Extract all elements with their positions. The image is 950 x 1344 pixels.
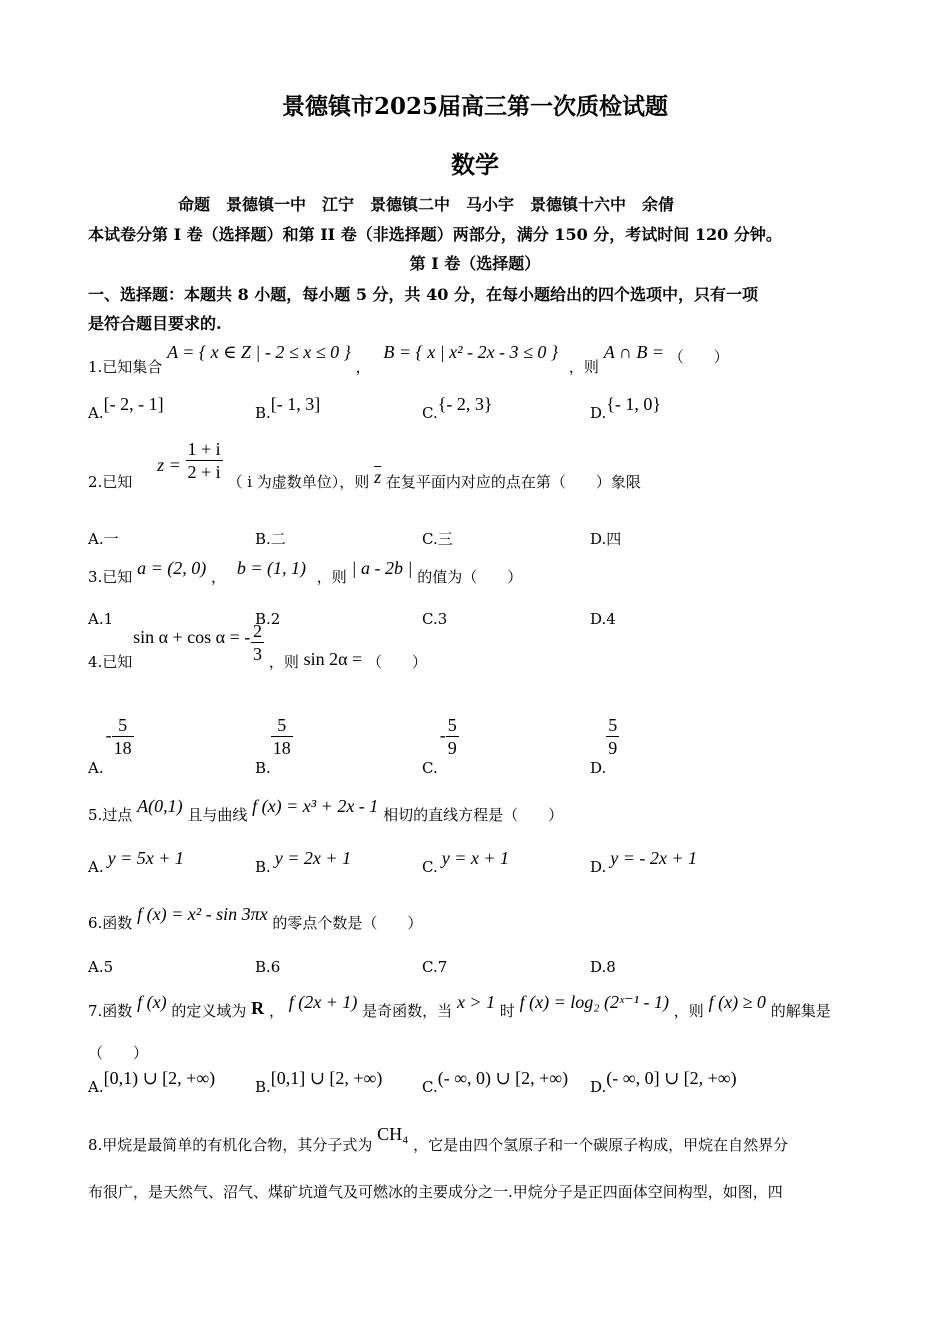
q3-option-d[interactable] [590,610,616,628]
q1-option-c[interactable] [422,394,493,422]
q2-option-a[interactable] [88,528,119,549]
q5-option-d-label: D. [590,858,607,876]
q4-option-d-fraction [606,714,619,759]
q1-post: ，则 [568,358,599,376]
q6-post: 的零点个数是（ ） [272,914,423,932]
q7-text: 7.函数 [88,1002,133,1020]
q2-fraction [186,438,223,483]
q6-option-d-value: 8 [606,958,616,976]
q2-numerator: 1 + i [187,439,221,459]
q2-option-b-value: 二 [270,530,286,548]
q4-option-a-numerator: 5 [112,714,134,737]
q3-option-d-label: D. [590,610,607,628]
q4-option-a-denominator: 18 [113,738,132,758]
q3-mid: ，则 [316,568,347,586]
q5-option-b-label: B. [255,858,271,876]
q3-sep: ， [211,568,227,586]
q1-option-d-value: {- 1, 0} [606,394,662,414]
question-3 [88,558,523,586]
q1-option-d-label: D. [590,404,607,422]
q7-t1: 的定义域为 [171,1002,247,1020]
q6-option-c-label: C. [422,958,438,976]
q4-option-c-numerator: 5 [447,715,457,735]
q4-option-b[interactable] [255,714,293,777]
q4-option-a-label: A. [88,758,104,777]
part1-title: 第 I 卷（选择题） [409,254,541,273]
q4-option-b-numerator: 5 [271,714,293,737]
q4-lhs: sin α + cos α = - [133,626,251,647]
q4-option-b-label: B. [255,758,271,777]
q3-post: 的值为（ ） [417,568,523,586]
q4-option-c-label: C. [422,758,438,777]
q7-option-a[interactable] [88,1068,216,1096]
q5-curve: f (x) = x³ + 2x - 1 [252,796,379,816]
q2-option-b[interactable] [255,528,286,549]
q6-option-b-value: 6 [270,958,281,976]
q5-option-b-value: y = 2x + 1 [274,848,352,868]
q3-option-c-label: C. [422,610,438,628]
q4-text: 4.已知 [88,652,133,671]
q3-option-b-value: 2 [270,610,281,628]
exam-intro: 本试卷分第 I 卷（选择题）和第 II 卷（非选择题）两部分，满分 150 分，考试时间 120 分钟。 [88,225,782,244]
q2-post2: 在复平面内对应的点在第（ ）象限 [385,472,641,491]
q2-post: （ i 为虚数单位），则 [227,472,370,491]
exam-title: 景德镇市2025届高三第一次质检试题 [281,93,668,120]
q4-denominator: 3 [253,644,263,664]
q5-post: 相切的直线方程是（ ） [383,806,564,824]
q5-option-c[interactable] [422,848,509,876]
q7-g: f (2x + 1) [288,992,358,1012]
q3-option-b-label: B. [255,610,271,628]
q7-t4: 时 [499,1002,515,1020]
q4-option-b-fraction [271,714,293,759]
q5-option-b[interactable] [255,848,352,876]
q8-formula: CH₄ [377,1124,409,1144]
q6-option-a-value: 5 [103,958,114,976]
authors-line: 命题 景德镇一中 江宁 景德镇二中 马小宇 景德镇十六中 余倩 [178,195,675,214]
q4-numerator: 2 [253,621,263,641]
q1-sep: ， [355,358,371,376]
q4-mid: ，则 [268,652,299,671]
q1-expr: A ∩ B = [603,342,665,362]
q1-option-b[interactable] [255,394,321,422]
q6-option-d-label: D. [590,958,607,976]
q6-option-d[interactable] [590,958,616,976]
q7-inequality: f (x) ≥ 0 [708,992,766,1012]
q7-option-d[interactable] [590,1068,737,1096]
q2-option-c-label: C. [422,530,438,548]
q5-option-c-label: C. [422,858,438,876]
q7-t6: 的解集是 [770,1002,831,1020]
q5-option-d[interactable] [590,848,698,876]
q4-option-c-sign: - [439,724,446,745]
q6-option-c[interactable] [422,958,447,976]
q3-option-c[interactable] [422,610,447,628]
q1-paren: （ ） [668,348,729,366]
q1-text: 1.已知集合 [88,358,163,376]
q6-option-a-label: A. [88,958,104,976]
q7-cond: x > 1 [456,992,496,1012]
subject-title: 数学 [451,150,499,179]
q7-rule: f (x) = log₂ (2ˣ⁻¹ - 1) [519,992,669,1012]
q1-option-b-label: B. [255,404,271,422]
section1-instructions-2: 是符合题目要求的. [88,314,222,333]
q1-set-b: B = { x | x² - 2x - 3 ≤ 0 } [383,342,559,362]
q1-option-d[interactable] [590,394,662,422]
q7-t3: 是奇函数，当 [362,1002,453,1020]
question-4 [88,621,435,681]
q6-option-a[interactable] [88,958,113,976]
q4-expr: sin 2α = [303,648,363,669]
q4-paren: （ ） [367,652,428,671]
q1-option-c-label: C. [422,404,438,422]
q7-option-c-label: C. [422,1078,438,1096]
question-8 [88,1124,789,1154]
q2-zbar: $\overline{z}$ [374,466,382,487]
q2-option-c[interactable] [422,528,453,549]
q1-option-c-value: {- 2, 3} [437,394,493,414]
q1-set-a: A = { x ∈ Z | - 2 ≤ x ≤ 0 } [167,342,351,362]
q2-option-d-label: D. [590,530,607,548]
q3-option-c-value: 3 [437,610,448,628]
q7-option-c-value: (- ∞, 0) ∪ [2, +∞) [437,1068,569,1088]
q5-point: A(0,1) [137,796,183,816]
q1-option-a[interactable] [88,394,164,422]
q3-option-a-value: 1 [103,610,114,628]
q2-option-d[interactable] [590,528,621,549]
q2-option-a-label: A. [88,530,104,548]
q7-option-c[interactable] [422,1068,569,1096]
q4-option-c-fraction [446,714,459,759]
q2-option-b-label: B. [255,530,271,548]
q3-vector-b: b = (1, 1) [236,558,306,578]
q7-real-set: R [251,998,265,1018]
q4-option-a[interactable] [88,714,134,777]
question-7 [88,992,831,1020]
q5-option-a-label: A. [88,858,104,876]
q1-option-a-value: [- 2, - 1] [103,394,164,414]
q2-option-d-value: 四 [606,530,622,548]
q2-text: 2.已知 [88,472,133,491]
q7-option-b-label: B. [255,1078,271,1096]
q8-line2: 布很广，是天然气、沼气、煤矿坑道气及可燃冰的主要成分之一.甲烷分子是正四面体空间构型，如图，四 [88,1183,783,1201]
q3-text: 3.已知 [88,568,133,586]
q7-f: f (x) [137,992,167,1012]
q5-option-c-value: y = x + 1 [441,848,509,868]
q3-option-a[interactable] [88,610,113,628]
section1-instructions-1: 一、选择题：本题共 8 小题，每小题 5 分，共 40 分，在每小题给出的四个选项中，只有一项 [88,285,758,304]
q1-option-a-label: A. [88,404,104,422]
q7-option-d-label: D. [590,1078,607,1096]
q7-paren: （ ） [88,1044,149,1062]
q4-option-d-numerator: 5 [608,715,618,735]
q8-line1-end: ，它是由四个氢原子和一个碳原子构成，甲烷在自然界分 [413,1136,789,1154]
q3-expr: | a - 2b | [351,558,413,578]
q4-option-d-label: D. [590,758,607,777]
q7-option-d-value: (- ∞, 0] ∪ [2, +∞) [606,1068,737,1088]
q5-option-d-value: y = - 2x + 1 [610,848,698,868]
q4-option-b-denominator: 18 [272,738,291,758]
q6-option-b-label: B. [255,958,271,976]
q7-option-a-value: [0,1) ∪ [2, +∞) [103,1068,216,1088]
q3-vector-a: a = (2, 0) [137,558,207,578]
q6-option-b[interactable] [255,958,280,976]
q7-option-a-label: A. [88,1078,104,1096]
question-6 [88,904,423,932]
q4-option-d[interactable] [590,714,619,777]
q4-option-c-denominator: 9 [447,738,457,758]
q7-t2: ， [268,1002,284,1020]
q6-text: 6.函数 [88,914,133,932]
q5-text: 5.过点 [88,806,133,824]
q5-mid: 且与曲线 [187,806,248,824]
question-2 [88,439,641,491]
q2-lhs: z = [157,454,181,475]
q8-text: 8.甲烷是最简单的有机化合物，其分子式为 [88,1136,373,1154]
q3-option-d-value: 4 [606,610,616,628]
q4-option-c[interactable] [422,714,459,777]
q4-option-a-fraction [112,714,134,759]
question-5 [88,796,564,824]
q5-option-a[interactable] [88,848,184,876]
q1-option-b-value: [- 1, 3] [270,394,321,414]
q7-t5: ，则 [673,1002,704,1020]
q4-option-d-denominator: 9 [608,738,618,758]
q5-option-a-value: y = 5x + 1 [107,848,184,868]
q2-denominator: 2 + i [187,462,221,482]
q6-function: f (x) = x² - sin 3πx [137,904,268,924]
q7-option-b[interactable] [255,1068,383,1096]
q2-option-c-value: 三 [437,530,453,548]
question-1 [88,342,729,376]
q3-option-a-label: A. [88,610,104,628]
q4-option-a-sign: - [105,724,112,745]
q4-fraction [251,620,264,665]
q2-option-a-value: 一 [103,530,119,548]
q6-option-c-value: 7 [437,958,448,976]
q7-option-b-value: [0,1] ∪ [2, +∞) [270,1068,383,1088]
